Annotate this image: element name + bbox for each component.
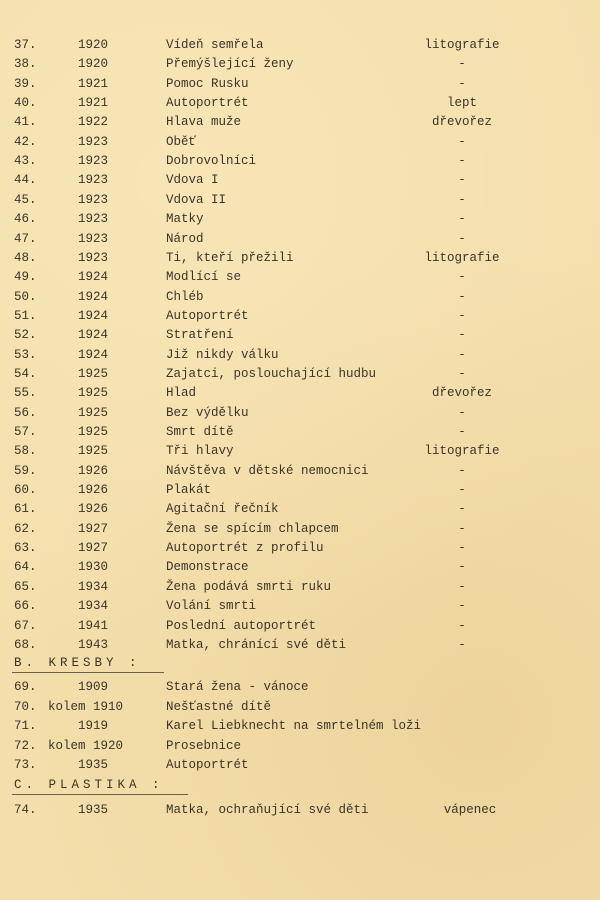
item-title: Stará žena - vánoce bbox=[166, 680, 309, 694]
item-number: 67. bbox=[14, 618, 37, 633]
item-year: 1923 bbox=[78, 212, 109, 227]
item-title: Nešťastné dítě bbox=[166, 699, 272, 714]
item-year: 1924 bbox=[78, 328, 109, 343]
item-title: Žena podává smrti ruku bbox=[166, 579, 332, 594]
item-technique: - bbox=[458, 483, 466, 498]
item-technique: litografie bbox=[424, 38, 500, 52]
item-year: kolem 1920 bbox=[48, 738, 124, 753]
list-item bbox=[0, 55, 600, 74]
list-item bbox=[0, 346, 600, 365]
item-number: 72. bbox=[14, 738, 37, 753]
list-item bbox=[0, 36, 600, 55]
list-item bbox=[0, 133, 600, 152]
item-title: Bez výdělku bbox=[166, 405, 249, 420]
item-technique: litografie bbox=[424, 444, 500, 459]
item-title: Demonstrace bbox=[166, 560, 249, 575]
item-number: 46. bbox=[14, 212, 37, 227]
item-number: 64. bbox=[14, 560, 37, 575]
item-number: 65. bbox=[14, 579, 37, 594]
list-item bbox=[0, 500, 600, 519]
item-number: 49. bbox=[14, 270, 37, 285]
item-technique: - bbox=[458, 405, 466, 420]
list-item bbox=[0, 365, 600, 384]
list-item bbox=[0, 94, 600, 113]
item-technique: - bbox=[458, 521, 466, 536]
item-year: 1919 bbox=[78, 719, 109, 733]
list-item bbox=[0, 717, 600, 736]
item-technique: - bbox=[458, 154, 466, 169]
item-number: 73. bbox=[14, 758, 37, 772]
item-year: 1920 bbox=[78, 38, 109, 52]
section-header-sculpture: C. PLASTIKA : bbox=[14, 778, 164, 792]
item-title: Volání smrti bbox=[166, 599, 257, 614]
list-item bbox=[0, 597, 600, 616]
list-item bbox=[0, 404, 600, 423]
item-title: Vdova I bbox=[166, 173, 219, 188]
item-year: 1925 bbox=[78, 366, 109, 381]
item-title: Přemýšlející ženy bbox=[166, 57, 294, 72]
list-item bbox=[0, 737, 600, 756]
item-title: Autoportrét bbox=[166, 758, 249, 772]
item-technique: - bbox=[458, 579, 466, 594]
item-number: 57. bbox=[14, 425, 37, 439]
item-title: Modlící se bbox=[166, 270, 242, 285]
item-number: 68. bbox=[14, 637, 37, 652]
item-title: Tři hlavy bbox=[166, 444, 234, 459]
item-title: Žena se spícím chlapcem bbox=[166, 521, 339, 536]
list-item bbox=[0, 384, 600, 403]
item-technique: - bbox=[458, 560, 466, 575]
item-year: 1921 bbox=[78, 96, 109, 111]
item-number: 53. bbox=[14, 347, 37, 362]
list-item bbox=[0, 152, 600, 171]
item-year: 1924 bbox=[78, 270, 109, 285]
item-number: 62. bbox=[14, 521, 37, 536]
item-technique: - bbox=[458, 289, 466, 304]
item-year: 1920 bbox=[78, 57, 109, 72]
item-title: Hlad bbox=[166, 386, 197, 401]
list-item bbox=[0, 520, 600, 539]
list-item bbox=[0, 678, 600, 697]
item-title: Prosebnice bbox=[166, 738, 242, 753]
item-title: Matka, ochraňující své děti bbox=[166, 803, 369, 817]
item-year: 1927 bbox=[78, 521, 109, 536]
item-year: 1922 bbox=[78, 115, 109, 130]
item-year: 1926 bbox=[78, 502, 109, 517]
item-year: 1909 bbox=[78, 680, 109, 694]
item-title: Vídeň semřela bbox=[166, 38, 264, 52]
item-technique: - bbox=[458, 425, 466, 439]
list-item bbox=[0, 268, 600, 287]
item-year: 1927 bbox=[78, 541, 109, 556]
item-number: 47. bbox=[14, 231, 37, 246]
item-title: Zajatci, poslouchající hudbu bbox=[166, 366, 377, 381]
item-title: Smrt dítě bbox=[166, 425, 234, 439]
item-number: 45. bbox=[14, 192, 37, 207]
list-item bbox=[0, 210, 600, 229]
item-title: Matka, chránící své děti bbox=[166, 637, 347, 652]
item-technique: - bbox=[458, 134, 466, 149]
item-year: 1941 bbox=[78, 618, 109, 633]
item-year: 1934 bbox=[78, 579, 109, 594]
item-title: Národ bbox=[166, 231, 204, 246]
item-year: 1923 bbox=[78, 173, 109, 188]
item-technique: - bbox=[458, 463, 466, 478]
item-number: 58. bbox=[14, 444, 37, 459]
item-number: 60. bbox=[14, 483, 37, 498]
item-number: 48. bbox=[14, 250, 37, 265]
list-item bbox=[0, 442, 600, 461]
list-item bbox=[0, 423, 600, 442]
item-number: 56. bbox=[14, 405, 37, 420]
item-title: Oběť bbox=[166, 134, 197, 149]
item-number: 44. bbox=[14, 173, 37, 188]
list-item bbox=[0, 539, 600, 558]
item-year: 1925 bbox=[78, 425, 109, 439]
item-year: 1923 bbox=[78, 231, 109, 246]
item-technique: - bbox=[458, 57, 466, 72]
item-year: 1924 bbox=[78, 308, 109, 323]
list-item bbox=[0, 171, 600, 190]
item-year: 1925 bbox=[78, 444, 109, 459]
item-title: Autoportrét bbox=[166, 308, 249, 323]
item-number: 61. bbox=[14, 502, 37, 517]
item-number: 37. bbox=[14, 38, 37, 52]
item-year: 1934 bbox=[78, 599, 109, 614]
item-technique: - bbox=[458, 173, 466, 188]
list-item bbox=[0, 636, 600, 655]
item-technique: - bbox=[458, 270, 466, 285]
item-number: 74. bbox=[14, 803, 37, 817]
item-number: 52. bbox=[14, 328, 37, 343]
list-item bbox=[0, 230, 600, 249]
item-technique: - bbox=[458, 308, 466, 323]
item-number: 59. bbox=[14, 463, 37, 478]
item-technique: - bbox=[458, 212, 466, 227]
item-number: 63. bbox=[14, 541, 37, 556]
item-number: 38. bbox=[14, 57, 37, 72]
list-item bbox=[0, 578, 600, 597]
item-technique: - bbox=[458, 618, 466, 633]
item-year: 1924 bbox=[78, 347, 109, 362]
item-title: Chléb bbox=[166, 289, 204, 304]
item-title: Matky bbox=[166, 212, 204, 227]
item-title: Karel Liebknecht na smrtelném loži bbox=[166, 719, 422, 733]
item-year: 1921 bbox=[78, 76, 109, 91]
list-item bbox=[0, 756, 600, 775]
item-year: 1943 bbox=[78, 637, 109, 652]
item-title: Stratření bbox=[166, 328, 234, 343]
section-rule-drawings bbox=[12, 672, 164, 673]
item-number: 66. bbox=[14, 599, 37, 614]
item-technique: vápenec bbox=[443, 803, 497, 817]
list-item bbox=[0, 801, 600, 820]
item-number: 43. bbox=[14, 154, 37, 169]
item-year: 1925 bbox=[78, 405, 109, 420]
item-technique: lept bbox=[446, 96, 477, 111]
item-title: Návštěva v dětské nemocnici bbox=[166, 463, 369, 478]
item-technique: - bbox=[458, 231, 466, 246]
item-year: 1925 bbox=[78, 386, 109, 401]
item-technique: dřevořez bbox=[431, 115, 492, 130]
item-technique: - bbox=[458, 637, 466, 652]
list-item bbox=[0, 113, 600, 132]
item-year: 1923 bbox=[78, 134, 109, 149]
item-number: 69. bbox=[14, 680, 37, 694]
item-technique: - bbox=[458, 328, 466, 343]
item-technique: - bbox=[458, 366, 466, 381]
item-year: 1923 bbox=[78, 250, 109, 265]
list-item bbox=[0, 249, 600, 268]
item-technique: - bbox=[458, 347, 466, 362]
item-technique: - bbox=[458, 76, 466, 91]
item-title: Dobrovolníci bbox=[166, 154, 257, 169]
item-number: 41. bbox=[14, 115, 37, 130]
item-year: 1926 bbox=[78, 463, 109, 478]
item-technique: litografie bbox=[424, 250, 500, 265]
item-title: Hlava muže bbox=[166, 115, 242, 130]
list-item bbox=[0, 617, 600, 636]
item-number: 70. bbox=[14, 699, 37, 714]
item-technique: - bbox=[458, 599, 466, 614]
list-item bbox=[0, 462, 600, 481]
item-year: kolem 1910 bbox=[48, 699, 124, 714]
item-title: Pomoc Rusku bbox=[166, 76, 249, 91]
item-number: 54. bbox=[14, 366, 37, 381]
list-item bbox=[0, 481, 600, 500]
item-year: 1935 bbox=[78, 758, 109, 772]
item-year: 1930 bbox=[78, 560, 109, 575]
item-technique: - bbox=[458, 192, 466, 207]
section-rule-sculpture bbox=[12, 794, 188, 795]
item-technique: - bbox=[458, 541, 466, 556]
item-year: 1923 bbox=[78, 154, 109, 169]
item-title: Agitační řečník bbox=[166, 502, 279, 517]
item-number: 51. bbox=[14, 308, 37, 323]
item-title: Poslední autoportrét bbox=[166, 618, 317, 633]
item-title: Plakát bbox=[166, 483, 212, 498]
item-number: 39. bbox=[14, 76, 37, 91]
item-technique: - bbox=[458, 502, 466, 517]
item-title: Vdova II bbox=[166, 192, 227, 207]
list-item bbox=[0, 288, 600, 307]
section-header-drawings: B. KRESBY : bbox=[14, 656, 141, 670]
list-item bbox=[0, 326, 600, 345]
item-title: Autoportrét bbox=[166, 96, 249, 111]
list-item bbox=[0, 191, 600, 210]
item-year: 1935 bbox=[78, 803, 109, 817]
item-title: Ti, kteří přežili bbox=[166, 250, 294, 265]
item-year: 1923 bbox=[78, 192, 109, 207]
item-number: 50. bbox=[14, 289, 37, 304]
list-item bbox=[0, 307, 600, 326]
item-number: 40. bbox=[14, 96, 37, 111]
item-number: 55. bbox=[14, 386, 37, 401]
item-number: 71. bbox=[14, 719, 37, 733]
list-item bbox=[0, 558, 600, 577]
list-item bbox=[0, 698, 600, 717]
item-title: Autoportrét z profilu bbox=[166, 541, 324, 556]
item-year: 1926 bbox=[78, 483, 109, 498]
list-item bbox=[0, 75, 600, 94]
item-title: Již nikdy válku bbox=[166, 347, 279, 362]
item-technique: dřevořez bbox=[431, 386, 492, 401]
item-year: 1924 bbox=[78, 289, 109, 304]
item-number: 42. bbox=[14, 134, 37, 149]
